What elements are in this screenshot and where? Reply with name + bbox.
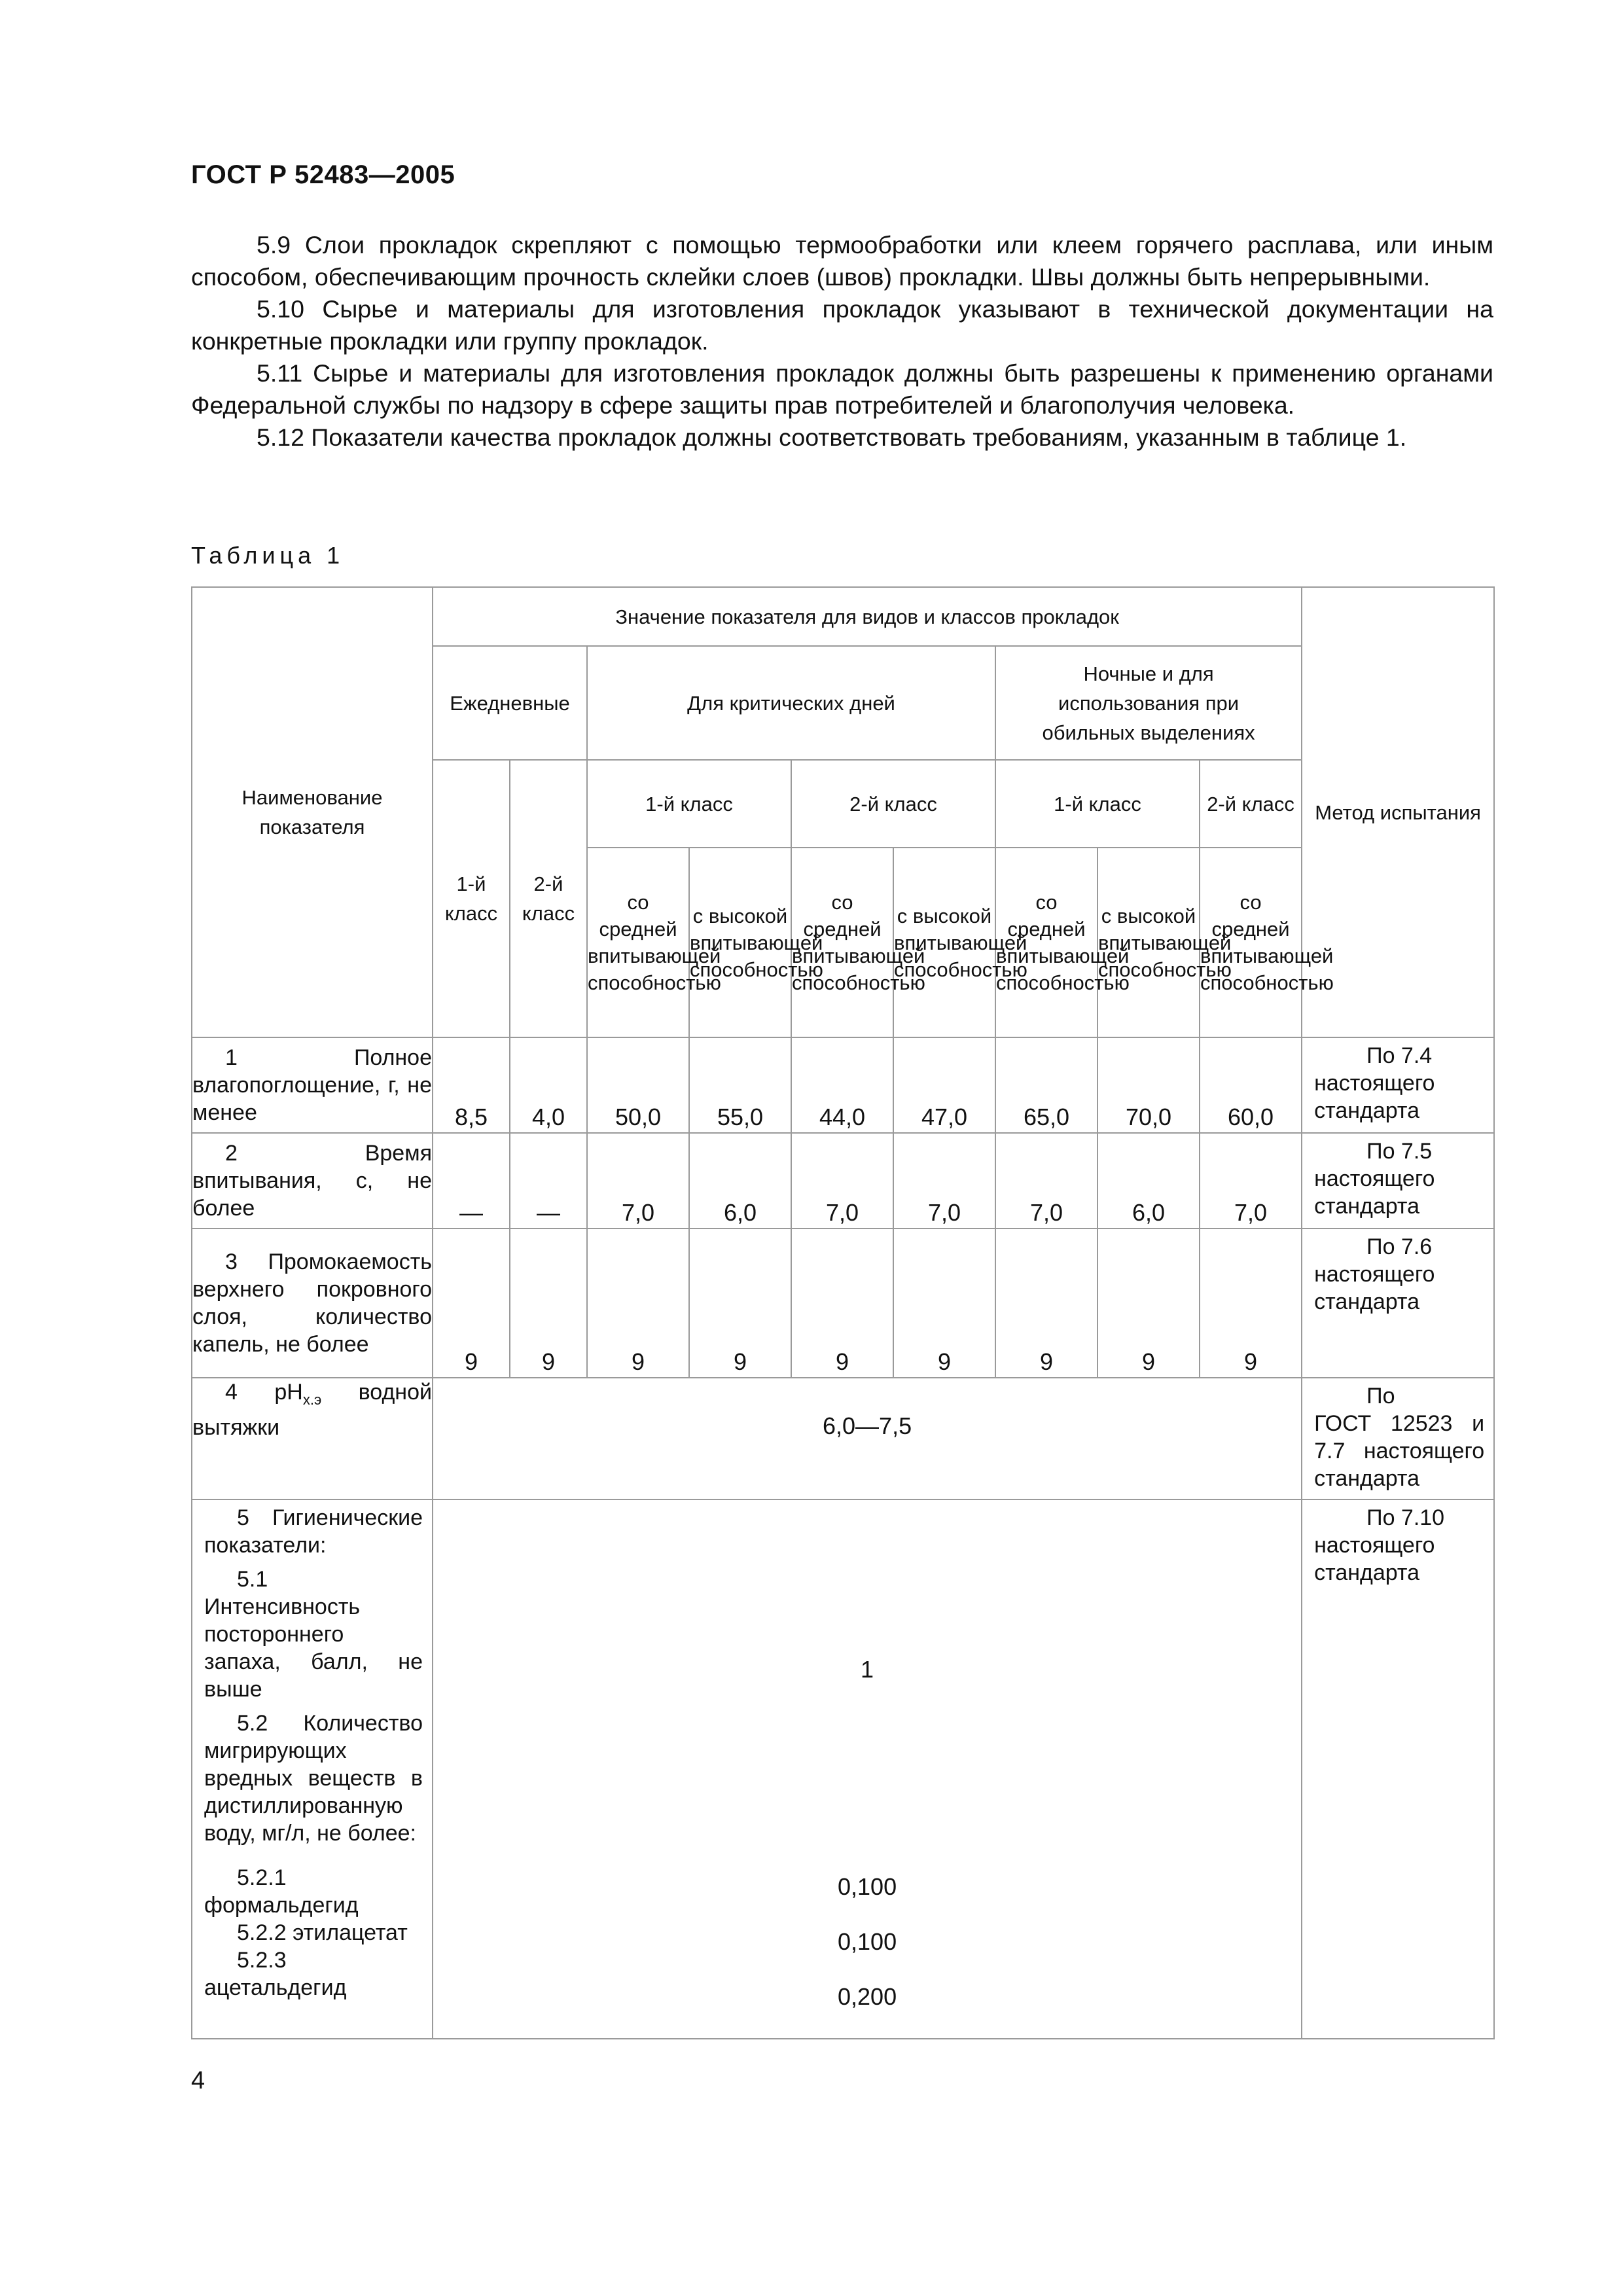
value-cell: 60,0: [1200, 1037, 1302, 1133]
header-critical: Для критических дней: [587, 646, 995, 760]
value-5-1: 1: [861, 1656, 874, 1683]
value-5-2-1: 0,100: [838, 1873, 897, 1900]
table-row: [192, 1133, 1494, 1229]
value-cell: 9: [1097, 1229, 1200, 1378]
value-cell: 9: [1200, 1229, 1302, 1378]
paragraph-5-11: 5.11 Сырье и материалы для изготовления прокладок должны быть разрешены к применению органами Федеральной службы по надзору в сфере защиты прав потребителей и благополучия человека.: [191, 359, 1493, 419]
value-cell: 9: [433, 1229, 510, 1378]
header-critical-c2-high: с высокой впитывающей способностью: [893, 848, 995, 1037]
row-name: 5 Гигиенические показатели: 5.1 Интенсивность постороннего запаха, балл, не выше 5.2 Количество мигрирующих вредных веществ в дистиллированную воду, мг/л, не более: 5.2.1 формальдегид 5.2.2 этилацетат 5.2.3 ацетальдегид: [192, 1499, 433, 2039]
header-critical-c1-high: с высокой впитывающей способностью: [689, 848, 791, 1037]
header-critical-class1: 1-й класс: [587, 760, 791, 848]
value-cell: 70,0: [1097, 1037, 1200, 1133]
value-cell: 9: [995, 1229, 1097, 1378]
header-critical-c2-medium: со средней впитывающей способностью: [791, 848, 893, 1037]
paragraph-5-10: 5.10 Сырье и материалы для изготовления прокладок указывают в технической документации на конкретные прокладки или группу прокладок.: [191, 295, 1493, 355]
page-number: 4: [191, 2067, 205, 2094]
header-critical-class2: 2-й класс: [791, 760, 995, 848]
table-row: [192, 1378, 1494, 1499]
row-name: 1 Полное влагопоглощение, г, не менее: [192, 1037, 433, 1133]
header-night: Ночные и для использования при обильных выделениях: [995, 646, 1302, 760]
merged-value: 6,0—7,5: [433, 1378, 1302, 1499]
value-cell: 9: [791, 1229, 893, 1378]
paragraph-5-9: 5.9 Слои прокладок скрепляют с помощью термообработки или клеем горячего расплава, или иным способом, обеспечивающим прочность склейки слоев (швов) прокладки. Швы должны быть непрерывными.: [191, 231, 1493, 291]
method-cell: По 7.5 настоящего стандарта: [1302, 1133, 1494, 1229]
row-name: 4 $pH_{х.э}$ водной вытяжки: [192, 1378, 433, 1499]
subitem-5-2-3: 5.2.3 ацетальдегид: [204, 1948, 347, 2000]
header-daily: Ежедневные: [433, 646, 587, 760]
value-cell: 7,0: [1200, 1133, 1302, 1229]
paragraph-5-12: 5.12 Показатели качества прокладок должны соответствовать требованиям, указанным в таблице 1.: [257, 423, 1407, 451]
value-cell: 7,0: [587, 1133, 689, 1229]
method-cell: По 7.6 настоящего стандарта: [1302, 1229, 1494, 1378]
header-night-c2-medium: со средней впитывающей способностью: [1200, 848, 1302, 1037]
header-method: Метод испытания: [1302, 587, 1494, 1037]
row-name: 3 Промокаемость верхнего покровного слоя, количество капель, не более: [192, 1229, 433, 1378]
intro-text: [191, 229, 1493, 454]
value-cell: 65,0: [995, 1037, 1097, 1133]
header-value-group: Значение показателя для видов и классов прокладок: [433, 587, 1302, 646]
document-code: ГОСТ Р 52483—2005: [191, 160, 455, 189]
value-cell: 7,0: [995, 1133, 1097, 1229]
value-cell: 9: [587, 1229, 689, 1378]
value-cell: 9: [510, 1229, 587, 1378]
value-cell: 6,0: [1097, 1133, 1200, 1229]
method-cell: По 7.10 настоящего стандарта: [1302, 1499, 1494, 2039]
value-cell: 9: [893, 1229, 995, 1378]
value-cell: 44,0: [791, 1037, 893, 1133]
value-cell: 9: [689, 1229, 791, 1378]
value-cell: —: [510, 1133, 587, 1229]
quality-table: [191, 586, 1495, 2039]
table-row: [192, 1037, 1494, 1133]
value-cell: 8,5: [433, 1037, 510, 1133]
value-cell: 4,0: [510, 1037, 587, 1133]
merged-values: [433, 1499, 1302, 2039]
header-critical-c1-medium: со средней впитывающей способностью: [587, 848, 689, 1037]
subitem-5-2-2: 5.2.2 этилацетат: [237, 1920, 408, 1945]
value-cell: 6,0: [689, 1133, 791, 1229]
value-cell: 7,0: [791, 1133, 893, 1229]
value-5-2-3: 0,200: [838, 1983, 897, 2010]
header-daily-class1: 1-й класс: [433, 760, 510, 1037]
header-name: Наименование показателя: [192, 587, 433, 1037]
value-cell: 55,0: [689, 1037, 791, 1133]
subitem-5-2: 5.2 Количество мигрирующих вредных веществ в дистиллированную воду, мг/л, не более:: [204, 1711, 423, 1846]
header-daily-class2: 2-й класс: [510, 760, 587, 1037]
method-cell: По 7.4 настоящего стандарта: [1302, 1037, 1494, 1133]
subitem-5-1: 5.1 Интенсивность постороннего запаха, балл, не выше: [204, 1567, 423, 1702]
value-cell: 50,0: [587, 1037, 689, 1133]
header-night-c1-medium: со средней впитывающей способностью: [995, 848, 1097, 1037]
subitem-5-2-1: 5.2.1 формальдегид: [204, 1865, 359, 1918]
table-row: [192, 1499, 1494, 2039]
header-night-c1-high: с высокой впитывающей способностью: [1097, 848, 1200, 1037]
value-5-2-2: 0,100: [838, 1928, 897, 1955]
value-cell: —: [433, 1133, 510, 1229]
header-night-class1: 1-й класс: [995, 760, 1200, 848]
value-cell: 47,0: [893, 1037, 995, 1133]
method-cell: По ГОСТ 12523 и 7.7 настоящего стандарта: [1302, 1378, 1494, 1499]
value-cell: 7,0: [893, 1133, 995, 1229]
header-night-class2: 2-й класс: [1200, 760, 1302, 848]
table-row: [192, 1229, 1494, 1378]
row-name: 2 Время впитывания, с, не более: [192, 1133, 433, 1229]
table-caption: Таблица 1: [191, 542, 345, 569]
